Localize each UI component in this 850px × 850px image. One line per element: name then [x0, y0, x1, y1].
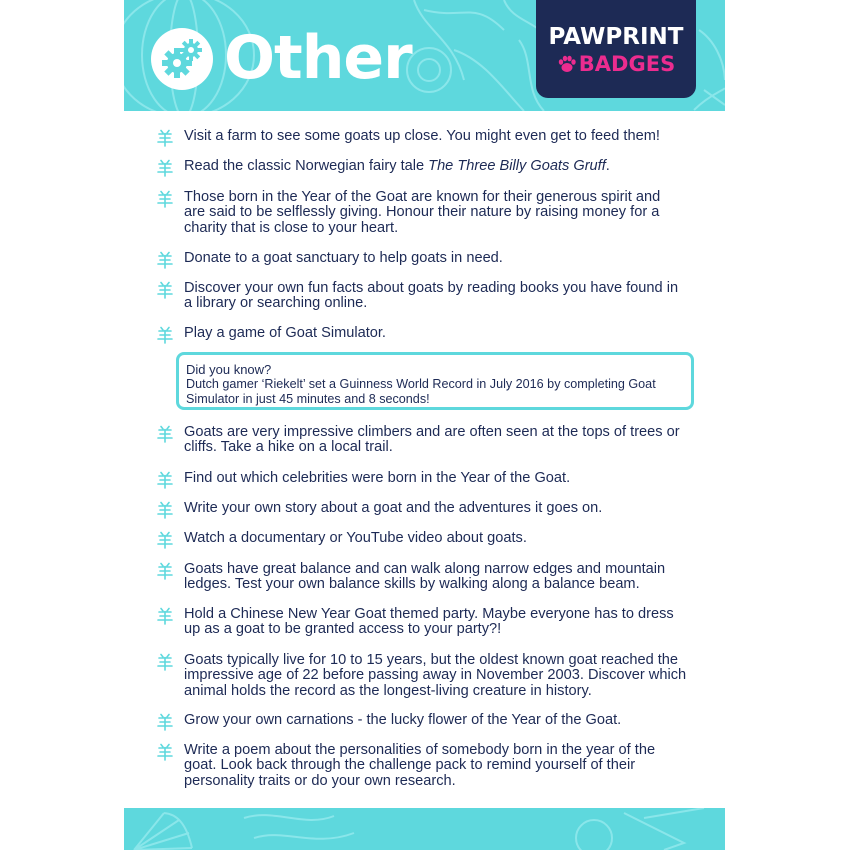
activity-list-item — [184, 607, 704, 638]
goat-character-bullet-icon — [156, 653, 174, 671]
goat-character-bullet-icon — [156, 531, 174, 549]
activity-text-line: charity that is close to your heart. — [184, 219, 399, 236]
activity-list-item — [184, 281, 704, 312]
activity-list-item — [184, 713, 704, 728]
goat-character-bullet-icon — [156, 326, 174, 344]
activity-text-line: animal holds the record as the longest-living creature in history. — [184, 682, 592, 699]
callout-text-line: Dutch gamer ‘Riekelt’ set a Guinness World Record in July 2016 by completing Goat — [186, 377, 656, 391]
activity-text-line: a library or searching online. — [184, 295, 368, 312]
goat-character-bullet-icon — [156, 501, 174, 519]
activity-text-span: . — [605, 158, 610, 174]
activity-text-line: Write a poem about the personalities of somebody born in the year of the — [184, 742, 656, 758]
activity-text-line: up as a goat to be granted access to your party?! — [184, 621, 502, 638]
activity-list-item — [184, 190, 704, 236]
page-title: Other — [224, 23, 412, 93]
activity-list-item — [184, 471, 704, 486]
activity-text-line: Donate to a goat sanctuary to help goats in need. — [184, 250, 503, 266]
activity-text-span: Read the classic Norwegian fairy tale — [184, 158, 429, 174]
footer-banner — [124, 808, 725, 850]
activity-text-line: cliffs. Take a hike on a local trail. — [184, 439, 393, 456]
goat-character-bullet-icon — [156, 159, 174, 177]
goat-character-bullet-icon — [156, 471, 174, 489]
activity-text-line: impressive age of 22 before passing away in November 2003. Discover which — [184, 667, 687, 684]
goat-character-bullet-icon — [156, 607, 174, 625]
activity-text-line: personality traits or do your own research. — [184, 772, 456, 789]
book-title: The Three Billy Goats Gruff — [428, 158, 606, 174]
activity-list-item — [184, 653, 704, 699]
activity-list-item — [184, 501, 704, 516]
goat-character-bullet-icon — [156, 251, 174, 269]
gears-icon — [151, 28, 213, 90]
activity-text-line: Hold a Chinese New Year Goat themed party. Maybe everyone has to dress — [184, 606, 674, 622]
activity-text-line: Find out which celebrities were born in the Year of the Goat. — [184, 470, 571, 486]
activity-text-line: Grow your own carnations - the lucky flower of the Year of the Goat. — [184, 712, 622, 728]
activity-sheet — [124, 0, 725, 850]
paw-icon — [557, 55, 577, 73]
activity-list-item — [184, 425, 704, 456]
goat-character-bullet-icon — [156, 562, 174, 580]
logo-text-pawprint: PAWPRINT — [548, 24, 684, 50]
activity-list-item — [184, 743, 704, 789]
activity-text-line — [184, 159, 704, 174]
activity-text-line: ledges. Test your own balance skills by walking along a balance beam. — [184, 576, 640, 593]
logo-text-badges-row — [536, 52, 696, 76]
pawprint-badges-logo — [536, 0, 696, 98]
activity-list-item — [184, 562, 704, 593]
activity-text-line: Goats typically live for 10 to 15 years, but the oldest known goat reached the — [184, 652, 679, 668]
goat-character-bullet-icon — [156, 129, 174, 147]
goat-character-bullet-icon — [156, 425, 174, 443]
callout-title: Did you know? — [186, 362, 272, 377]
header-banner — [124, 0, 725, 111]
goat-character-bullet-icon — [156, 281, 174, 299]
logo-text-badges: BADGES — [578, 52, 676, 76]
did-you-know-box — [176, 352, 694, 410]
activity-text-line: Goats are very impressive climbers and are often seen at the tops of trees or — [184, 424, 680, 440]
callout-text-line: Simulator in just 45 minutes and 8 seconds! — [186, 392, 430, 406]
activity-text-line: are said to be selflessly giving. Honour their nature by raising money for a — [184, 204, 660, 221]
activity-text-line: Those born in the Year of the Goat are known for their generous spirit and — [184, 189, 661, 205]
callout-text — [186, 377, 684, 407]
activity-list-item — [184, 531, 704, 546]
goat-character-bullet-icon — [156, 190, 174, 208]
activity-text-line: Goats have great balance and can walk along narrow edges and mountain — [184, 561, 666, 577]
activity-list-item — [184, 129, 704, 144]
activity-list-item — [184, 326, 704, 341]
activity-text-line: Watch a documentary or YouTube video about goats. — [184, 530, 527, 546]
goat-character-bullet-icon — [156, 713, 174, 731]
activity-text-line: goat. Look back through the challenge pack to remind yourself of their — [184, 757, 636, 774]
activity-list-item — [184, 251, 704, 266]
activity-text-line: Write your own story about a goat and the adventures it goes on. — [184, 500, 603, 516]
goat-character-bullet-icon — [156, 743, 174, 761]
activity-text-line: Visit a farm to see some goats up close. You might even get to feed them! — [184, 128, 660, 144]
activity-text-line: Discover your own fun facts about goats by reading books you have found in — [184, 280, 679, 296]
activity-list-item — [184, 159, 704, 174]
fan-pattern-decoration — [124, 808, 725, 850]
activity-text-line: Play a game of Goat Simulator. — [184, 325, 386, 341]
